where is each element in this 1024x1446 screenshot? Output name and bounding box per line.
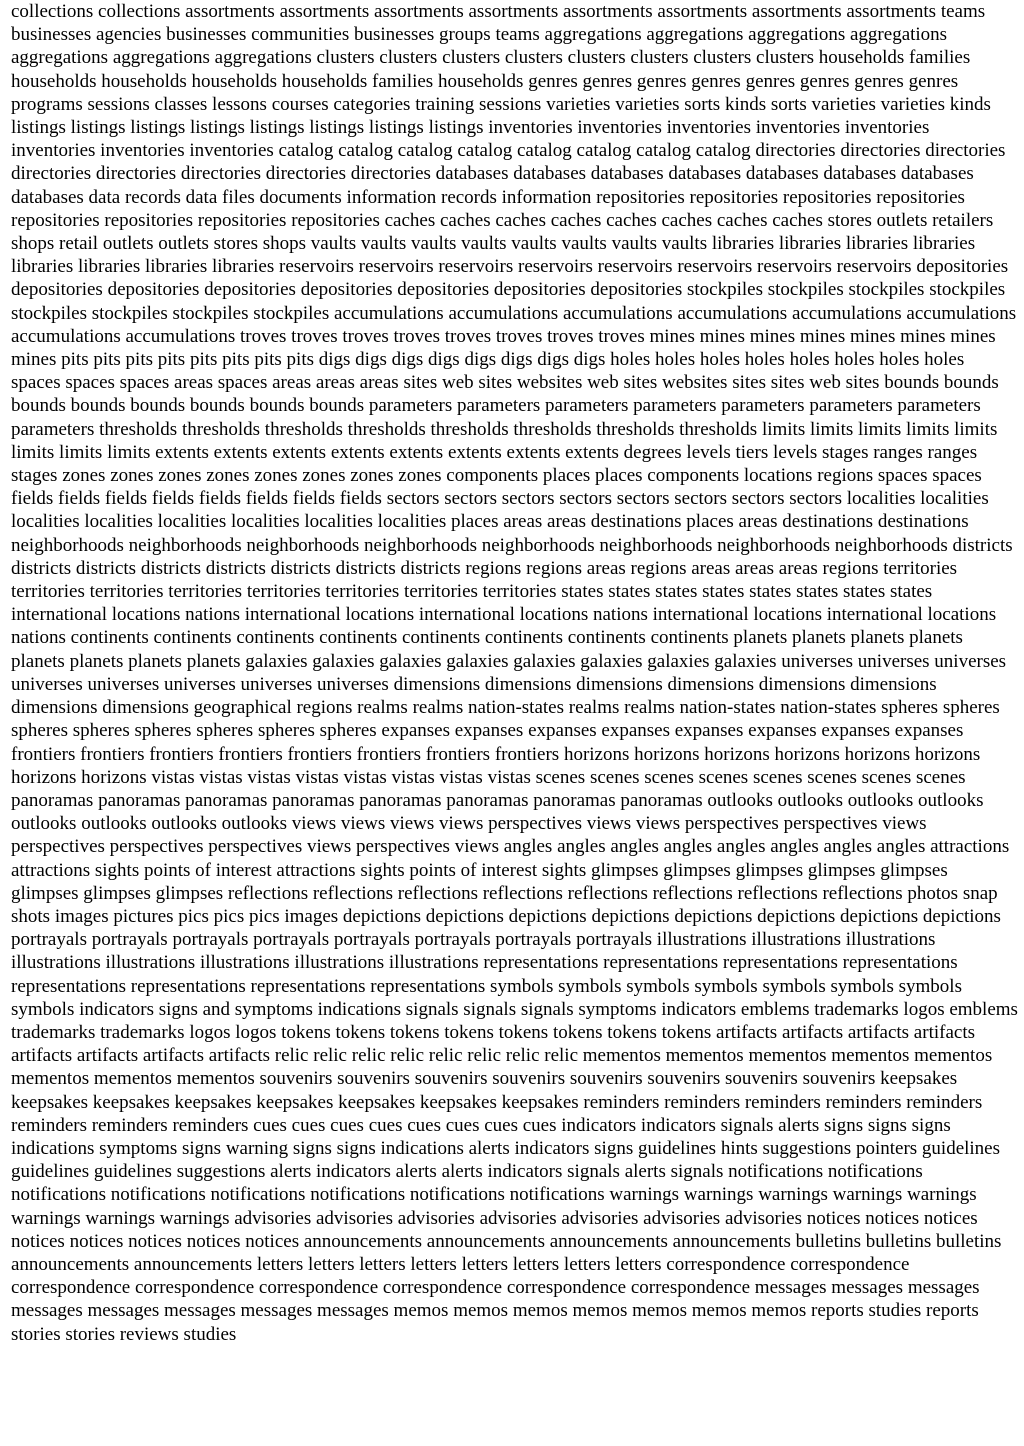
text-line: frontiers frontiers frontiers frontiers frontiers horizons horizons horizons horizons horizons horizons horizons horizons (11, 743, 981, 788)
text-line: portrayals illustrations illustrations illustrations illustrations illustrations illustrations illustrations illustrations (11, 929, 936, 974)
text-line: repositories repositories caches caches caches caches caches caches caches caches stores outlets retailers shops (11, 209, 994, 255)
text-line: outlooks outlooks outlooks outlooks views views views views perspectives views views perspectives perspectives views (11, 813, 927, 835)
text-line: glimpses glimpses glimpses glimpses glimpses reflections reflections reflections reflections reflections reflections (11, 859, 948, 904)
text-line: thresholds thresholds thresholds thresholds thresholds thresholds thresholds limits limits limits limits limits limits limits (11, 418, 998, 463)
text-line: digs digs digs digs holes holes holes holes holes holes holes holes spaces spaces spaces areas spaces areas areas areas (11, 349, 965, 394)
text-line: localities localities localities localities localities localities localities places areas areas destinations places areas destinations (11, 488, 989, 533)
text-line: indications signals signals signals symptoms indicators emblems trademarks logos emblems trademarks trademarks (11, 998, 1018, 1043)
text-line: dimensions dimensions dimensions dimensions dimensions dimensions dimensions dimensions geographical regions (11, 673, 937, 719)
text-line: advisories advisories advisories notices notices notices notices notices notices notices notices announcements (11, 1207, 978, 1252)
text-line: mementos mementos mementos souvenirs souvenirs souvenirs souvenirs souvenirs souvenirs souvenirs souvenirs (11, 1068, 876, 1090)
text-line: representations representations representations representations representations representations representations (11, 952, 958, 997)
text-line: attractions attractions sights points of interest attractions sights points of interest sights glimpses glimpses glimpses (11, 836, 1010, 881)
text-line: continents continents planets planets planets planets planets planets planets planets galaxies galaxies galaxies galaxies (11, 627, 963, 672)
text-line: destinations neighborhoods neighborhoods neighborhoods neighborhoods neighborhoods neighborhoods neighborhoods (11, 511, 969, 556)
text-line: retail outlets outlets stores shops vaults vaults vaults vaults vaults vaults vaults vaults libraries libraries libraries libraries (59, 233, 976, 255)
text-line: aggregations aggregations aggregations aggregations aggregations clusters clusters clusters clusters clusters clusters (11, 24, 948, 69)
text-line: catalog catalog catalog catalog catalog directories directories directories directories directories directories directories (11, 140, 1006, 185)
text-line: artifacts artifacts relic relic relic relic relic relic relic relic mementos mementos mementos mementos mementos (142, 1045, 993, 1067)
text-line: perspectives perspectives perspectives views perspectives views angles angles angles angles angles angles angles angles (11, 836, 926, 858)
text-line: collections collections assortments assortments assortments assortments assortments assortments assortments (11, 1, 842, 22)
text-line: states states states states states international locations nations international locations international locations nations (11, 581, 933, 626)
text-line: depictions depictions depictions depictions portrayals portrayals portrayals portrayals portrayals portrayals portrayals (11, 905, 1001, 951)
text-line: reminders reminders reminders reminders reminders cues cues cues cues cues cues cues cues indicators indicators signals (11, 1091, 983, 1136)
text-line: vistas vistas vistas vistas vistas vistas vistas vistas scenes scenes scenes scenes scenes scenes scenes scenes panoramas (11, 766, 966, 811)
text-line: varieties varieties sorts kinds sorts varieties varieties kinds listings listings listings listings listings listings listings listings (11, 93, 991, 139)
text-line: spheres spheres expanses expanses expanses expanses expanses expanses expanses expanses frontiers frontiers frontiers (11, 720, 964, 765)
text-line: inventories inventories inventories inventories inventories inventories inventories inventories catalog catalog catalog (11, 117, 930, 162)
text-line: assortments teams businesses agencies businesses communities businesses groups teams aggregations aggregations (11, 1, 986, 46)
text-line: fields fields fields fields fields fields fields fields sectors sectors sectors sectors sectors sectors sectors sectors localities (11, 488, 916, 510)
text-line: clusters clusters households families households households households households families households genres genres (11, 47, 971, 92)
text-line: troves troves mines mines mines mines mines mines mines mines pits pits pits pits pits pits pits pits digs digs digs digs (11, 325, 996, 371)
text-line: zones zones zones zones zones zones zones zones components places places components locations regions spaces spaces (62, 465, 982, 487)
text-line: correspondence correspondence correspondence messages messages messages messages messages messages messages (11, 1277, 980, 1322)
text-line: hints suggestions pointers guidelines guidelines guidelines suggestions alerts indicators alerts alerts indicators signals (11, 1137, 1001, 1183)
text-line: realms realms nation-states realms realms nation-states nation-states spheres spheres spheres spheres spheres spheres (11, 697, 1000, 742)
text-line: keepsakes keepsakes keepsakes keepsakes keepsakes keepsakes keepsakes keepsakes reminders reminders reminders (11, 1068, 958, 1113)
text-line: galaxies galaxies galaxies galaxies universes universes universes universes universes universes universes universes (11, 650, 1007, 695)
text-line: genres genres genres genres genres genres programs sessions classes lessons courses categories training sessions (11, 70, 959, 115)
body-text (11, 0, 1018, 1346)
text-line: alerts signs signs signs indications symptoms signs warning signs signs indications alerts indicators signs guidelines (11, 1114, 951, 1159)
text-line: reflections reflections photos snap shots images pictures pics pics pics images depictions depictions depictions depictions (11, 882, 998, 927)
text-line: documents information records information repositories repositories repositories repositories repositories repositories (11, 186, 965, 231)
text-line: logos logos tokens tokens tokens tokens tokens tokens tokens tokens artifacts artifacts artifacts artifacts artifacts artifacts (11, 1021, 975, 1067)
text-line: warnings warnings warnings warnings warnings warnings warnings warnings advisories advisories advisories advisories (11, 1184, 977, 1229)
text-line: directories databases databases databases databases databases databases databases databases data records data files (11, 163, 974, 208)
text-line: announcements announcements announcements bulletins bulletins bulletins announcements announcements letters letters letters letters (11, 1230, 1002, 1275)
text-line: panoramas panoramas panoramas panoramas panoramas panoramas panoramas outlooks outlooks outlooks outlooks (98, 789, 984, 811)
text-line: areas areas regions territories territories territories territories territories territories territories territories states states states (11, 557, 958, 603)
text-line: sites web sites websites web sites websites sites sites web sites bounds bounds bounds bounds bounds bounds bounds (11, 372, 999, 417)
text-line: libraries libraries libraries libraries reservoirs reservoirs reservoirs reservoirs reservoirs reservoirs reservoirs reservoirs (11, 256, 912, 278)
text-line: depositories depositories depositories depositories depositories depositories depositories depositories stockpiles (11, 256, 1009, 301)
text-line: neighborhoods districts districts districts districts districts districts districts districts regions regions areas regions areas (11, 534, 1013, 579)
text-line: accumulations accumulations accumulations accumulations accumulations troves troves troves troves troves troves (11, 302, 1017, 347)
text-line: messages memos memos memos memos memos memos memos reports studies reports stories stories reviews studies (11, 1300, 979, 1345)
text-line: limits extents extents extents extents extents extents extents extents degrees levels tiers levels stages ranges ranges stages (11, 441, 978, 487)
text-line: letters letters letters letters correspondence correspondence correspondence correspondence correspondence (11, 1253, 910, 1299)
text-line: international locations international locations nations continents continents continents continents continents continents (11, 604, 997, 649)
text-line: stockpiles stockpiles stockpiles stockpiles stockpiles stockpiles stockpiles accumulations accumulations accumulations (11, 279, 1006, 324)
text-line: bounds parameters parameters parameters parameters parameters parameters parameters parameters thresholds (11, 395, 981, 440)
text-line: representations symbols symbols symbols symbols symbols symbols symbols symbols indicators signs and symptoms (11, 975, 962, 1020)
text-line: alerts signals notifications notifications notifications notifications notifications notifications notifications notifications (11, 1161, 923, 1206)
